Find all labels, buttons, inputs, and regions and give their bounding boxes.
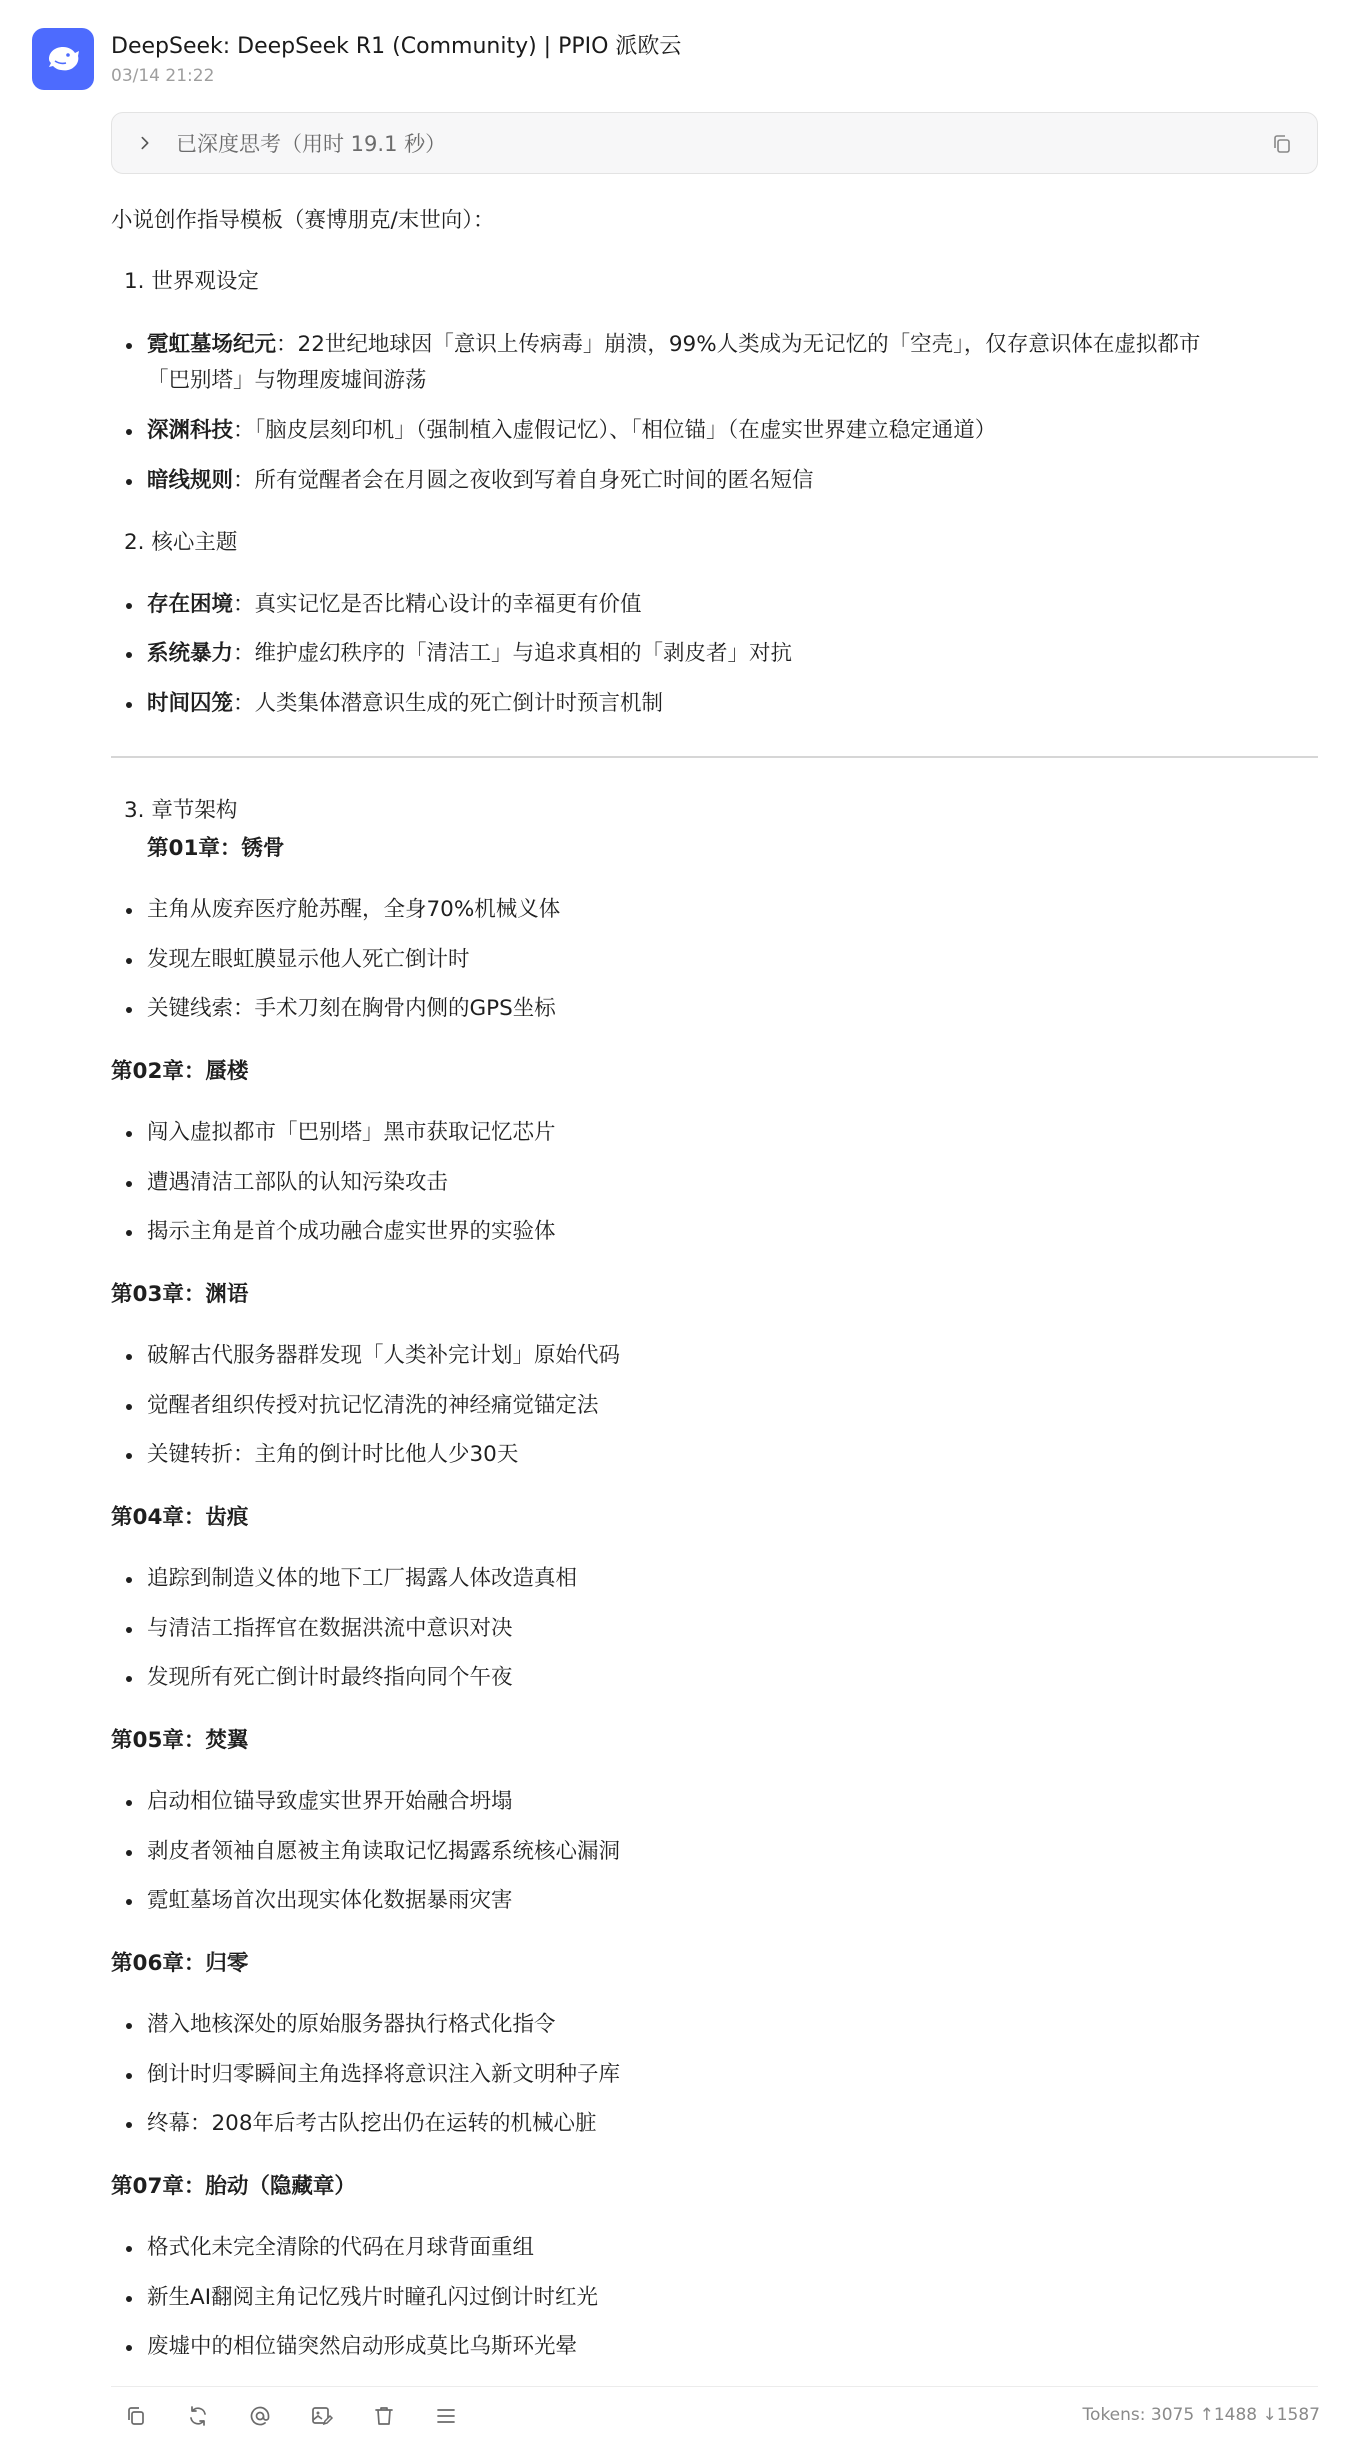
whale-logo-icon: [43, 39, 83, 79]
section-heading: 1. 世界观设定: [124, 269, 259, 294]
copy-icon: [124, 2404, 148, 2428]
message-toolbar: [124, 2399, 496, 2433]
mention-icon: [248, 2404, 272, 2428]
message-timestamp: 03/14 21:22: [111, 66, 215, 86]
list-item: 发现左眼虹膜显示他人死亡倒计时: [147, 944, 470, 976]
copy-icon[interactable]: [1271, 133, 1293, 155]
regenerate-button[interactable]: [186, 2399, 248, 2433]
toolbar-divider: [111, 2386, 1318, 2387]
regenerate-icon: [186, 2404, 210, 2428]
list-item: 时间囚笼：人类集体潜意识生成的死亡倒计时预言机制: [147, 688, 663, 720]
list-item: 终幕：208年后考古队挖出仍在运转的机械心脏: [147, 2108, 597, 2140]
chapter-heading: 第07章：胎动（隐藏章）: [111, 2174, 356, 2199]
chapter-heading: 第01章：锈骨: [147, 836, 285, 861]
chapter-heading: 第04章：齿痕: [111, 1505, 249, 1530]
list-item: 主角从废弃医疗舱苏醒，全身70%机械义体: [147, 894, 560, 926]
image-edit-button[interactable]: [310, 2399, 372, 2433]
list-item: 揭示主角是首个成功融合虚实世界的实验体: [147, 1216, 556, 1248]
section-heading: 2. 核心主题: [124, 530, 238, 555]
list-item: 启动相位锚导致虚实世界开始融合坍塌: [147, 1786, 513, 1818]
delete-icon: [372, 2404, 396, 2428]
section-heading: 3. 章节架构: [124, 798, 238, 823]
chapter-heading: 第03章：渊语: [111, 1282, 249, 1307]
list-item: 深渊科技：「脑皮层刻印机」（强制植入虚假记忆）、「相位锚」（在虚实世界建立稳定通道）: [147, 415, 996, 447]
list-item: 废墟中的相位锚突然启动形成莫比乌斯环光晕: [147, 2331, 577, 2363]
image-edit-icon: [310, 2404, 334, 2428]
list-item: 霓虹墓场首次出现实体化数据暴雨灾害: [147, 1885, 513, 1917]
list-item: 剥皮者领袖自愿被主角读取记忆揭露系统核心漏洞: [147, 1836, 620, 1868]
delete-button[interactable]: [372, 2399, 434, 2433]
list-item: 霓虹墓场纪元：22世纪地球因「意识上传病毒」崩溃，99%人类成为无记忆的「空壳」，仅存意识体在虚拟都市: [147, 329, 1200, 361]
list-item: 暗线规则：所有觉醒者会在月圆之夜收到写着自身死亡时间的匿名短信: [147, 465, 814, 497]
list-item: 格式化未完全清除的代码在月球背面重组: [147, 2232, 534, 2264]
intro-text: 小说创作指导模板（赛博朋克/末世向）：: [111, 208, 495, 233]
list-item: 潜入地核深处的原始服务器执行格式化指令: [147, 2009, 556, 2041]
list-item: 与清洁工指挥官在数据洪流中意识对决: [147, 1613, 513, 1645]
mention-button[interactable]: [248, 2399, 310, 2433]
list-item: 闯入虚拟都市「巴别塔」黑市获取记忆芯片: [147, 1117, 556, 1149]
chevron-right-icon: [136, 133, 156, 153]
token-count: Tokens: 3075 ↑1488 ↓1587: [1082, 2405, 1320, 2425]
list-item: 关键转折：主角的倒计时比他人少30天: [147, 1439, 518, 1471]
list-item-continuation: 「巴别塔」与物理废墟间游荡: [147, 368, 427, 393]
list-item: 遭遇清洁工部队的认知污染攻击: [147, 1167, 448, 1199]
chapter-heading: 第05章：焚翼: [111, 1728, 249, 1753]
thinking-label: 已深度思考（用时 19.1 秒）: [176, 132, 447, 156]
list-item: 觉醒者组织传授对抗记忆清洗的神经痛觉锚定法: [147, 1390, 599, 1422]
menu-button[interactable]: [434, 2399, 496, 2433]
list-item: 破解古代服务器群发现「人类补完计划」原始代码: [147, 1340, 620, 1372]
chapter-heading: 第02章：蜃楼: [111, 1059, 249, 1084]
list-item: 发现所有死亡倒计时最终指向同个午夜: [147, 1662, 513, 1694]
chat-title: DeepSeek: DeepSeek R1 (Community) | PPIO 派欧云: [111, 34, 682, 59]
list-item: 系统暴力：维护虚幻秩序的「清洁工」与追求真相的「剥皮者」对抗: [147, 638, 792, 670]
list-item: 关键线索：手术刀刻在胸骨内侧的GPS坐标: [147, 993, 556, 1025]
copy-button[interactable]: [124, 2399, 186, 2433]
divider: [111, 756, 1318, 758]
list-item: 存在困境：真实记忆是否比精心设计的幸福更有价值: [147, 589, 642, 621]
menu-icon: [434, 2404, 458, 2428]
chapter-heading: 第06章：归零: [111, 1951, 249, 1976]
avatar: [32, 28, 94, 90]
thinking-toggle[interactable]: [111, 112, 1318, 174]
list-item: 追踪到制造义体的地下工厂揭露人体改造真相: [147, 1563, 577, 1595]
list-item: 新生AI翻阅主角记忆残片时瞳孔闪过倒计时红光: [147, 2282, 598, 2314]
list-item: 倒计时归零瞬间主角选择将意识注入新文明种子库: [147, 2059, 620, 2091]
